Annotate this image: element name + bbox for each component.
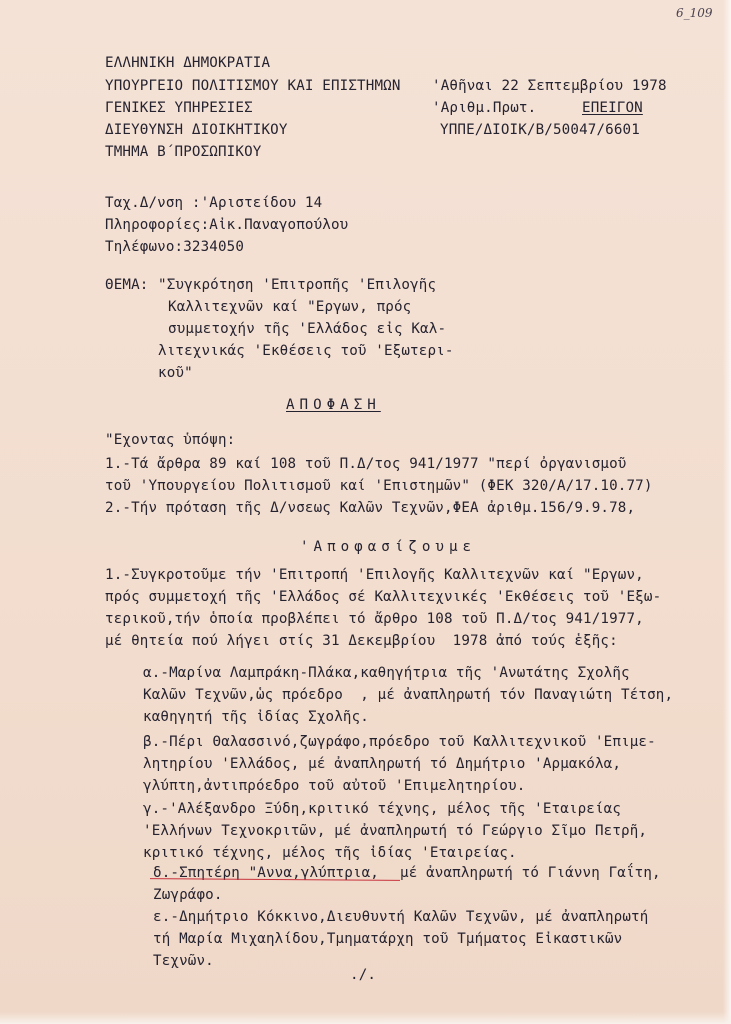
subject-line-4: λιτεχνικάς 'Εκθέσεις τοῦ 'Εξωτερι- [158, 343, 454, 359]
member-d-line-2: Ζωγράφο. [153, 887, 223, 903]
contact-address: Ταχ.Δ/νση :'Αριστείδου 14 [105, 195, 323, 211]
document-date: 'Αθῆναι 22 Σεπτεμβρίου 1978 [432, 78, 667, 94]
member-e-line-2: τή Μαρία Μιχαηλίδου,Τμηματάρχη τοῦ Τμήματος Εἰκαστικῶν [153, 931, 623, 947]
protocol-label: 'Αριθμ.Πρωτ. [432, 100, 537, 116]
decision-title: ΑΠΟΦΑΣΗ [286, 397, 381, 413]
continuation-mark: ./. [350, 967, 377, 983]
member-c-line-3: κριτικό τέχνης, μέλος τῆς ἰδίας 'Εταιρείας. [143, 845, 517, 861]
subject-label: ΘΕΜΑ: [105, 277, 149, 293]
decision-line-4: μέ θητεία πού λήγει στίς 31 Δεκεμβρίου 1978 ἀπό τούς ἑξῆς: [105, 633, 618, 649]
urgent-stamp: ΕΠΕΙΓΟΝ [582, 100, 643, 116]
protocol-number: ΥΠΠΕ/ΔΙΟΙΚ/Β/50047/6601 [440, 122, 640, 138]
subject-line-5: κοῦ" [158, 365, 193, 381]
subject-line-2: Καλλιτεχνῶν καί "Εργων, πρός [168, 299, 412, 315]
subject-line-3: συμμετοχήν τῆς 'Ελλάδος εἰς Καλ- [168, 321, 447, 337]
page-edge [723, 0, 731, 1024]
subject-line-1: "Συγκρότηση 'Επιτροπῆς 'Επιλογῆς [158, 277, 437, 293]
decision-line-1: 1.-Συγκροτοῦμε τήν 'Επιτροπή 'Επιλογῆς Καλλιτεχνῶν καί "Εργων, [105, 567, 644, 583]
member-a-line-3: καθηγητή τῆς ἰδίας Σχολῆς. [143, 709, 369, 725]
contact-info: Πληροφορίες:Αἰκ.Παναγοπούλου [105, 217, 349, 233]
header-country: ΕΛΛΗΝΙΚΗ ΔΗΜΟΚΡΑΤΙΑ [105, 55, 271, 71]
header-department: ΤΜΗΜΑ Β΄ΠΡΟΣΩΠΙΚΟΥ [105, 144, 262, 160]
member-b-line-2: λητηρίου 'Ελλάδος, μέ ἀναπληρωτή τό Δημήτριο 'Αρμακόλα, [143, 756, 622, 772]
considering-item-2: 2.-Τήν πρόταση τῆς Δ/νσεως Καλῶν Τεχνῶν,ΦΕΑ ἀριθμ.156/9.9.78, [105, 500, 636, 516]
considering-item-1-line-2: τοῦ 'Υπουργείου Πολιτισμοῦ καί 'Επιστημῶν" (ΦΕΚ 320/Α/17.10.77) [105, 478, 653, 494]
decide-heading: 'Αποφασίζουμε [300, 539, 477, 555]
member-b-line-3: γλύπτη,ἀντιπρόεδρο τοῦ αὐτοῦ 'Επιμελητηρίου. [143, 778, 526, 794]
page-bottom-edge [0, 1012, 731, 1024]
decision-line-2: πρός συμμετοχή τῆς 'Ελλάδος σέ Καλλιτεχνικές 'Εκθέσεις τοῦ 'Εξω- [105, 589, 662, 605]
member-c-line-2: 'Ελλήνων Τεχνοκριτῶν, μέ ἀναπληρωτή τό Γεώργιο Σῖμο Πετρῆ, [143, 823, 648, 839]
member-a-line-1: α.-Μαρίνα Λαμπράκη-Πλάκα,καθηγήτρια τῆς 'Ανωτάτης Σχολῆς [143, 665, 630, 681]
page-reference: 6_109 [676, 6, 713, 20]
member-c-line-1: γ.-'Αλέξανδρο Ξύδη,κριτικό τέχνης, μέλος τῆς 'Εταιρείας [143, 801, 622, 817]
member-a-line-2: Καλῶν Τεχνῶν,ὡς πρόεδρο , μέ ἀναπληρωτή τόν Παναγιώτη Τέτση, [143, 687, 674, 703]
contact-phone: Τηλέφωνο:3234050 [105, 239, 245, 255]
considering-heading: "Εχοντας ὑπόψη: [105, 432, 236, 448]
member-d-line-1-name: δ.-Σπητέρη "Αννα,γλύπτρια, [153, 865, 379, 881]
decision-line-3: τερικοῦ,τήν ὁποία προβλέπει τό ἄρθρο 108 τοῦ Π.Δ/τος 941/1977, [105, 611, 644, 627]
header-ministry: ΥΠΟΥΡΓΕΙΟ ΠΟΛΙΤΙΣΜΟΥ ΚΑΙ ΕΠΙΣΤΗΜΩΝ [105, 78, 401, 94]
header-services: ΓΕΝΙΚΕΣ ΥΠΗΡΕΣΙΕΣ [105, 100, 253, 116]
member-e-line-3: Τεχνῶν. [153, 953, 214, 969]
header-directorate: ΔΙΕΥΘΥΝΣΗ ΔΙΟΙΚΗΤΙΚΟΥ [105, 122, 288, 138]
member-e-line-1: ε.-Δημήτριο Κόκκινο,Διευθυντή Καλῶν Τεχνῶν, μέ ἀναπληρωτή [153, 909, 649, 925]
member-b-line-1: β.-Πέρι Θαλασσινό,ζωγράφο,πρόεδρο τοῦ Καλλιτεχνικοῦ 'Επιμε- [143, 734, 656, 750]
considering-item-1-line-1: 1.-Τά ἄρθρα 89 καί 108 τοῦ Π.Δ/τος 941/1977 "περί ὀργανισμοῦ [105, 456, 627, 472]
member-d-line-1-rest: μέ ἀναπληρωτή τό Γιάννη Γαΐτη, [400, 865, 661, 881]
